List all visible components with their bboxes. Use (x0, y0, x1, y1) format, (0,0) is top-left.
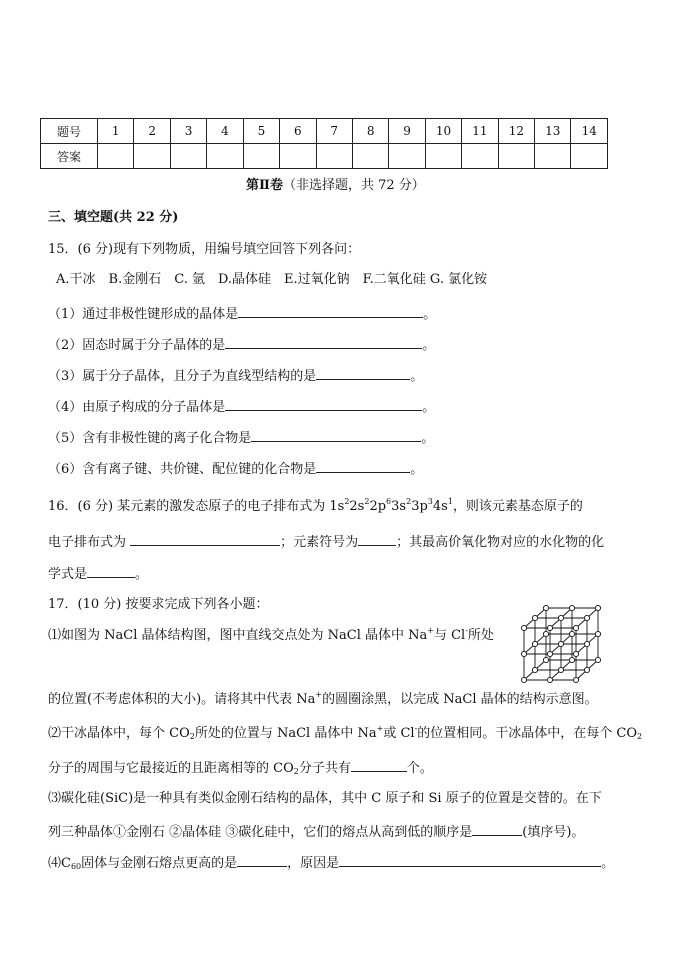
q16-line3 (48, 564, 148, 583)
lattice-point (547, 625, 552, 630)
q17-stem: 17．(10 分) 按要求完成下列各小题： (48, 597, 269, 612)
answer-table-number-row (41, 119, 608, 144)
answer-table-number: 11 (462, 119, 498, 144)
q15-sub2-text: （2）固态时属于分子晶体的是 (48, 338, 226, 353)
q17-p1-b: 与 Cl (433, 628, 466, 643)
answer-table-number: 7 (316, 119, 352, 144)
q15-sub4-text: （4）由原子构成的分子晶体是 (48, 400, 226, 415)
lattice-point (558, 615, 563, 620)
q15-sub6-blank[interactable] (316, 459, 410, 473)
period: 。 (422, 400, 436, 415)
q16-line3-b: 。 (135, 567, 149, 582)
config-orbital: 1s (329, 499, 345, 514)
q15-sub1-text: （1）通过非极性键形成的晶体是 (48, 307, 239, 322)
lattice-point (532, 641, 537, 646)
answer-cell[interactable] (571, 144, 608, 169)
answer-table-number: 1 (98, 119, 134, 144)
answer-table-number: 12 (498, 119, 534, 144)
q17-p3-line2 (48, 822, 584, 841)
q15-sub3-blank[interactable] (316, 366, 410, 380)
part2-title-rest: （非选择题，共 72 分） (282, 178, 425, 193)
q16-formula-blank[interactable] (87, 564, 135, 578)
q17-p1-line2-b: 的圆圈涂黑，以完成 NaCl 晶体的结构示意图。 (322, 692, 598, 707)
q16-line1 (48, 499, 583, 515)
q15-sub2-blank[interactable] (225, 335, 422, 349)
q15-sub3-text: （3）属于分子晶体，且分子为直线型结构的是 (48, 369, 317, 384)
config-orbital: 3p (411, 499, 428, 514)
lattice-point (547, 677, 552, 682)
answer-cell[interactable] (243, 144, 279, 169)
answer-cell[interactable] (535, 144, 571, 169)
lattice-point (547, 651, 552, 656)
lattice-point (584, 667, 589, 672)
q17-p3-line2-b: (填序号)。 (522, 825, 585, 840)
config-orbital: 2p (369, 499, 387, 514)
q17-p1-a: ⑴如图为 NaCl 晶体结构图，图中直线交点处为 NaCl 晶体中 Na (48, 628, 428, 643)
q17-p4 (48, 853, 614, 872)
answer-table-number: 9 (389, 119, 425, 144)
q17-p2-count-blank[interactable] (351, 758, 407, 772)
q15-sub5 (48, 428, 434, 447)
q16-line2 (48, 532, 604, 551)
subscript-2: 2 (637, 732, 643, 741)
lattice-point (569, 605, 574, 610)
q16-line1-pre: 16．(6 分) 某元素的激发态原子的电子排布式为 (48, 499, 330, 514)
lattice-point (573, 625, 578, 630)
q17-p1-line2 (48, 692, 598, 708)
q15-sub5-text: （5）含有非极性键的离子化合物是 (48, 431, 252, 446)
q15-options: A.干冰 B.金刚石 C. 氩 D.晶体硅 E.过氧化钠 F.二氧化硅 G. 氯化铵 (56, 272, 488, 287)
config-orbital: 2s (349, 499, 365, 514)
q15-sub4-blank[interactable] (225, 397, 422, 411)
config-electrons: 1 (447, 497, 453, 506)
config-electrons: 2 (406, 497, 412, 506)
subscript-2: 2 (189, 732, 195, 741)
answer-cell[interactable] (316, 144, 352, 169)
answer-table-number: 2 (134, 119, 170, 144)
config-electrons: 6 (386, 497, 392, 506)
answer-table-number: 13 (535, 119, 571, 144)
q15-sub1 (48, 304, 436, 323)
q17-p4-d: 。 (601, 856, 615, 871)
answer-cell[interactable] (280, 144, 316, 169)
answer-cell[interactable] (207, 144, 243, 169)
period: 。 (422, 338, 436, 353)
lattice-point (595, 631, 600, 636)
q17-p2-line1 (48, 726, 642, 742)
q17-p2-d: 的位置相同。干冰晶体中，在每个 CO (417, 726, 638, 741)
lattice-point (573, 677, 578, 682)
answer-cell[interactable] (170, 144, 206, 169)
q17-p1-line2-a: 的位置(不考虑体积的大小)。请将其中代表 Na (48, 692, 316, 707)
config-electrons: 2 (364, 497, 370, 506)
q16-line2-c: ；其最高价氧化物对应的水化物的化 (396, 535, 605, 550)
answer-table-number: 3 (170, 119, 206, 144)
lattice-point (558, 667, 563, 672)
q15-sub3 (48, 366, 423, 385)
q15-sub6 (48, 459, 423, 478)
config-electrons: 3 (427, 497, 433, 506)
q17-p3-order-blank[interactable] (472, 822, 522, 836)
cube-lattice-points (521, 605, 600, 682)
answer-cell[interactable] (425, 144, 461, 169)
answer-table-row2-label: 答案 (41, 144, 98, 169)
q17-p2-a: ⑵干冰晶体中，每个 CO (48, 726, 190, 741)
lattice-point (573, 651, 578, 656)
answer-cell[interactable] (498, 144, 534, 169)
answer-cell[interactable] (98, 144, 134, 169)
lattice-point (569, 657, 574, 662)
lattice-point (558, 641, 563, 646)
q17-p2-line2-c: 个。 (406, 761, 433, 776)
q17-p3-line1: ⑶碳化硅(SiC)是一种具有类似金刚石结构的晶体，其中 C 原子和 Si 原子的位置是交替的。在下 (48, 791, 602, 806)
q15-sub5-blank[interactable] (251, 428, 421, 442)
lattice-point (569, 631, 574, 636)
q16-line3-a: 学式是 (48, 567, 88, 582)
lattice-point (584, 615, 589, 620)
config-electrons: 2 (344, 497, 350, 506)
q17-p2-c: 或 Cl (383, 726, 415, 741)
part2-title (246, 178, 425, 194)
charge-plus: + (427, 626, 434, 635)
lattice-point (543, 657, 548, 662)
q17-p2-line2-b: 分子共有 (298, 761, 351, 776)
q17-p4-a: ⑷C (48, 856, 71, 871)
period: 。 (410, 369, 424, 384)
config-orbital: 4s (432, 499, 448, 514)
answer-table-row1-label: 题号 (41, 119, 98, 144)
part2-title-bold: 第Ⅱ卷 (246, 178, 283, 193)
q17-p2-b: 所处的位置与 NaCl 晶体中 Na (194, 726, 377, 741)
q16-config-blank[interactable] (130, 532, 280, 546)
q17-p4-reason-blank[interactable] (339, 853, 601, 867)
charge-plus: + (315, 690, 323, 699)
nacl-crystal-figure (518, 598, 614, 684)
lattice-point (595, 605, 600, 610)
section3-title: 三、填空题(共 22 分) (48, 210, 179, 225)
lattice-point (543, 631, 548, 636)
q16-line2-b: ；元素符号为 (280, 535, 359, 550)
answer-table (40, 118, 608, 169)
q17-p2-line2-a: 分子的周围与它最接近的且距离相等的 CO (48, 761, 294, 776)
lattice-point (521, 625, 526, 630)
answer-table-number: 5 (243, 119, 279, 144)
q17-p3-line2-a: 列三种晶体①金刚石 ②晶体硅 ③碳化硅中，它们的熔点从高到低的顺序是 (48, 825, 473, 840)
q15-sub1-blank[interactable] (238, 304, 423, 318)
answer-table-number: 4 (207, 119, 243, 144)
charge-minus: - (465, 626, 468, 635)
answer-table-number: 6 (280, 119, 316, 144)
charge-plus: + (376, 724, 384, 733)
lattice-point (532, 615, 537, 620)
config-orbital: 3s (391, 499, 407, 514)
lattice-point (532, 667, 537, 672)
lattice-point (543, 605, 548, 610)
period: 。 (410, 462, 424, 477)
q16-line1-post: ，则该元素基态原子的 (452, 499, 583, 514)
subscript-2: 2 (293, 767, 299, 776)
q17-p4-c: ，原因是 (287, 856, 340, 871)
q17-p2-line2 (48, 758, 433, 777)
lattice-point (521, 677, 526, 682)
q15-stem: 15．(6 分)现有下列物质，用编号填空回答下列各问： (48, 242, 361, 257)
answer-cell[interactable] (462, 144, 498, 169)
lattice-point (521, 651, 526, 656)
q15-sub6-text: （6）含有离子键、共价键、配位键的化合物是 (48, 462, 317, 477)
answer-table-number: 10 (425, 119, 461, 144)
period: 。 (423, 307, 437, 322)
q15-sub2 (48, 335, 435, 354)
q15-sub4 (48, 397, 435, 416)
lattice-point (584, 641, 589, 646)
answer-cell[interactable] (134, 144, 170, 169)
q17-p1-c: 所处 (467, 628, 494, 643)
q17-p1-line1 (48, 628, 494, 644)
q16-line2-a: 电子排布式为 (48, 535, 131, 550)
q17-p4-answer-blank[interactable] (237, 853, 287, 867)
answer-cell[interactable] (352, 144, 388, 169)
answer-table-number: 8 (352, 119, 388, 144)
q16-symbol-blank[interactable] (358, 532, 396, 546)
answer-table-answer-row (41, 144, 608, 169)
q17-p4-b: 固体与金刚石熔点更高的是 (81, 856, 238, 871)
charge-minus: - (414, 724, 418, 733)
answer-cell[interactable] (389, 144, 425, 169)
period: 。 (421, 431, 435, 446)
answer-table-number: 14 (571, 119, 608, 144)
subscript-60: 60 (70, 862, 82, 871)
q16-config (329, 499, 453, 514)
lattice-point (595, 657, 600, 662)
